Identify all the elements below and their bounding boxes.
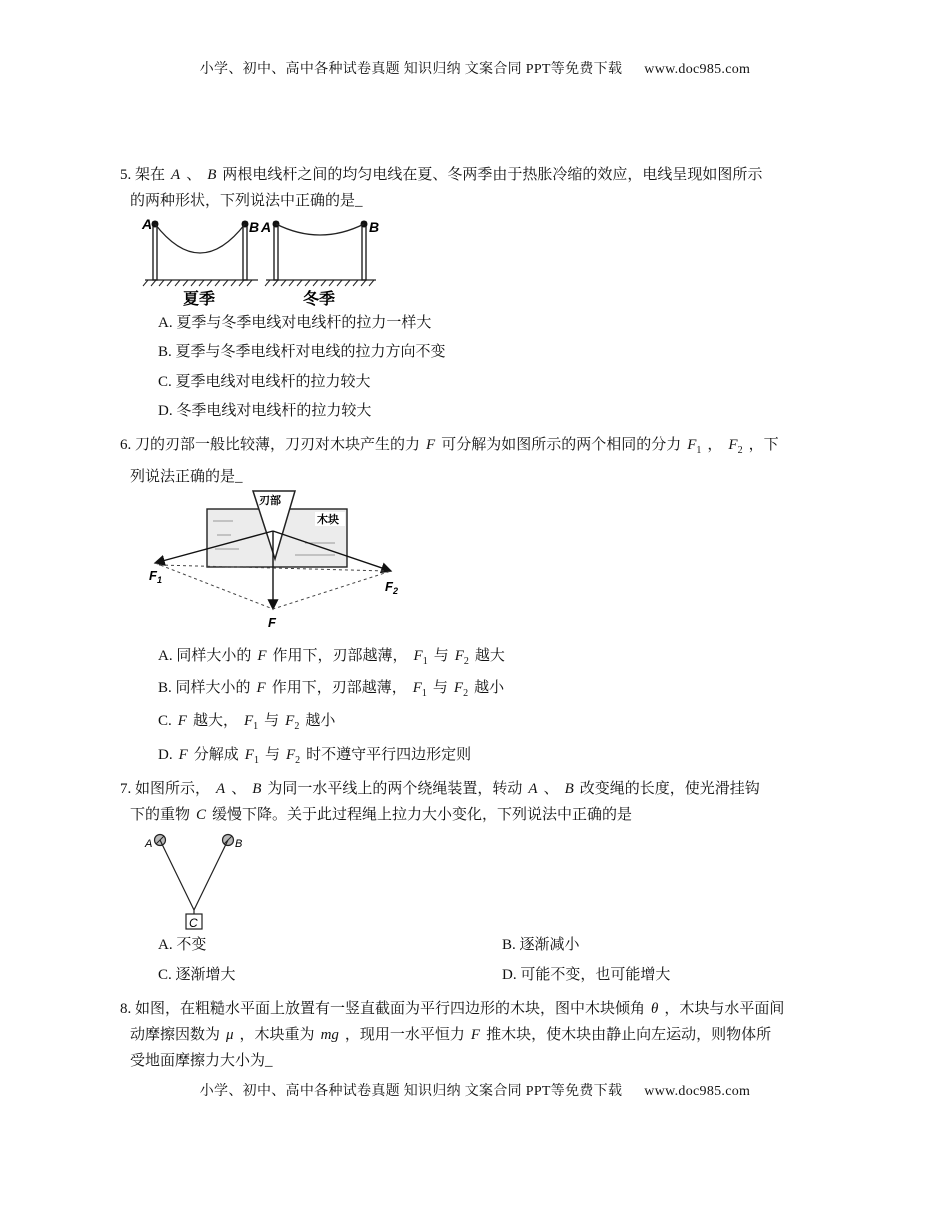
- winter-label-a: A: [261, 219, 272, 235]
- q5-number: 5.: [120, 167, 132, 183]
- q5-option-c[interactable]: C. 夏季电线对电线杆的拉力较大: [158, 374, 371, 390]
- var-c: C: [196, 807, 207, 823]
- summer-label-a: A: [142, 216, 153, 232]
- winter-wire: [276, 224, 364, 235]
- footer-site[interactable]: www.doc985.com: [644, 1084, 751, 1099]
- q6-text-4: 列说法正确的是_: [130, 469, 243, 485]
- var-f: F: [426, 437, 436, 453]
- var-mu: μ: [226, 1027, 234, 1043]
- label-b: B: [235, 838, 243, 850]
- q8-text-4: ，木块重为: [239, 1027, 315, 1043]
- q5-text-3: 的两种形状，下列说法中正确的是_: [130, 193, 363, 209]
- q7-text-2: 为同一水平线上的两个绕绳装置，转动: [267, 781, 523, 797]
- summer-label-b: B: [249, 219, 260, 235]
- summer-pole-b: [243, 222, 247, 280]
- q6-option-a[interactable]: A. 同样大小的 F 作用下，刃部越薄， $F_1$ 与 $F_2$ 越大: [158, 648, 505, 667]
- var-b: B: [207, 167, 217, 183]
- rope-figure: [140, 832, 260, 932]
- q7-option-d[interactable]: D. 可能不变，也可能增大: [502, 967, 671, 983]
- q7-text-3: 改变绳的长度，使光滑挂钩: [579, 781, 760, 797]
- winter-label-b: B: [369, 219, 380, 235]
- label-f2: $F_2$: [385, 579, 398, 596]
- q7-sep: 、: [231, 781, 247, 797]
- var-f: F: [470, 1027, 481, 1043]
- q6-option-b[interactable]: B. 同样大小的 F 作用下，刃部越薄， $F_1$ 与 $F_2$ 越小: [158, 680, 505, 699]
- q8-text-7: 受地面摩擦力大小为_: [130, 1053, 273, 1069]
- q7-option-a[interactable]: A. 不变: [158, 937, 207, 953]
- rope: [160, 840, 228, 910]
- q5-text: 架在: [135, 167, 166, 183]
- q7-text: 如图所示，: [135, 781, 211, 797]
- question-8: [120, 996, 840, 1074]
- label-c: C: [189, 916, 198, 930]
- q6-number: 6.: [120, 437, 132, 453]
- q8-number: 8.: [120, 1001, 132, 1017]
- label-f: F: [268, 615, 276, 630]
- var-b: B: [252, 781, 262, 797]
- q8-text-3: 动摩擦因数为: [130, 1027, 221, 1043]
- q7-sep: 、: [543, 781, 559, 797]
- q8-text: 如图，在粗糙水平面上放置有一竖直截面为平行四边形的木块，图中木块倾角: [135, 1001, 646, 1017]
- q5-text-2: 两根电线杆之间的均匀电线在夏、冬两季由于热胀冷缩的效应，电线呈现如图所示: [222, 167, 763, 183]
- q7-option-b[interactable]: B. 逐渐减小: [502, 937, 580, 953]
- q6-sep: ，: [707, 437, 723, 453]
- blade-label: 刃部: [259, 495, 281, 507]
- winter-pole-a: [274, 222, 278, 280]
- q5-sep: 、: [186, 167, 202, 183]
- q7-text-4: 下的重物: [130, 807, 191, 823]
- summer-caption: 夏季: [183, 291, 216, 308]
- sub-1: 1: [696, 445, 702, 456]
- winter-pole-b: [362, 222, 366, 280]
- q8-text-6: 推木块，使木块由静止向左运动，则物体所: [486, 1027, 772, 1043]
- question-5: [120, 162, 840, 214]
- var-mg: mg: [320, 1027, 339, 1043]
- q8-text-2: ，木块与水平面间: [664, 1001, 785, 1017]
- q5-option-b[interactable]: B. 夏季与冬季电线杆对电线的拉力方向不变: [158, 344, 446, 360]
- question-7: [120, 776, 840, 828]
- var-f1: F: [687, 437, 697, 453]
- q5-option-d[interactable]: D. 冬季电线对电线杆的拉力较大: [158, 403, 372, 419]
- q6-text-3: ，下: [748, 437, 779, 453]
- label-a: A: [145, 838, 153, 850]
- sub-2: 2: [737, 445, 743, 456]
- q7-number: 7.: [120, 781, 132, 797]
- q7-option-c[interactable]: C. 逐渐增大: [158, 967, 236, 983]
- q5-option-a[interactable]: A. 夏季与冬季电线对电线杆的拉力一样大: [158, 315, 432, 331]
- summer-pole-a: [153, 222, 157, 280]
- q8-text-5: ，现用一水平恒力: [344, 1027, 465, 1043]
- page-footer: [0, 1080, 950, 1100]
- label-f1: $F_1$: [149, 568, 162, 585]
- blade-figure: [145, 487, 415, 632]
- var-f2: F: [728, 437, 738, 453]
- var-a: A: [528, 781, 538, 797]
- q6-option-c[interactable]: C. F 越大， $F_1$ 与 $F_2$ 越小: [158, 713, 336, 732]
- header-text: 小学、初中、高中各种试卷真题 知识归纳 文案合同 PPT等免费下载: [199, 62, 623, 77]
- var-a: A: [171, 167, 181, 183]
- q7-text-5: 缓慢下降。关于此过程绳上拉力大小变化，下列说法中正确的是: [212, 807, 633, 823]
- q6-text-2: 可分解为如图所示的两个相同的分力: [441, 437, 682, 453]
- header-site[interactable]: www.doc985.com: [644, 62, 751, 77]
- summer-wire: [155, 224, 245, 253]
- power-line-figure: [140, 212, 390, 312]
- page-header: [0, 58, 950, 78]
- wood-label: 木块: [317, 514, 339, 526]
- var-b: B: [564, 781, 574, 797]
- q6-text: 刀的刃部一般比较薄，刀刃对木块产生的力: [135, 437, 421, 453]
- var-a: A: [216, 781, 226, 797]
- var-theta: θ: [651, 1001, 659, 1017]
- footer-text: 小学、初中、高中各种试卷真题 知识归纳 文案合同 PPT等免费下载: [199, 1084, 623, 1099]
- question-6: [120, 432, 840, 490]
- winter-caption: 冬季: [303, 291, 336, 308]
- q6-option-d[interactable]: D. F 分解成 $F_1$ 与 $F_2$ 时不遵守平行四边形定则: [158, 747, 472, 766]
